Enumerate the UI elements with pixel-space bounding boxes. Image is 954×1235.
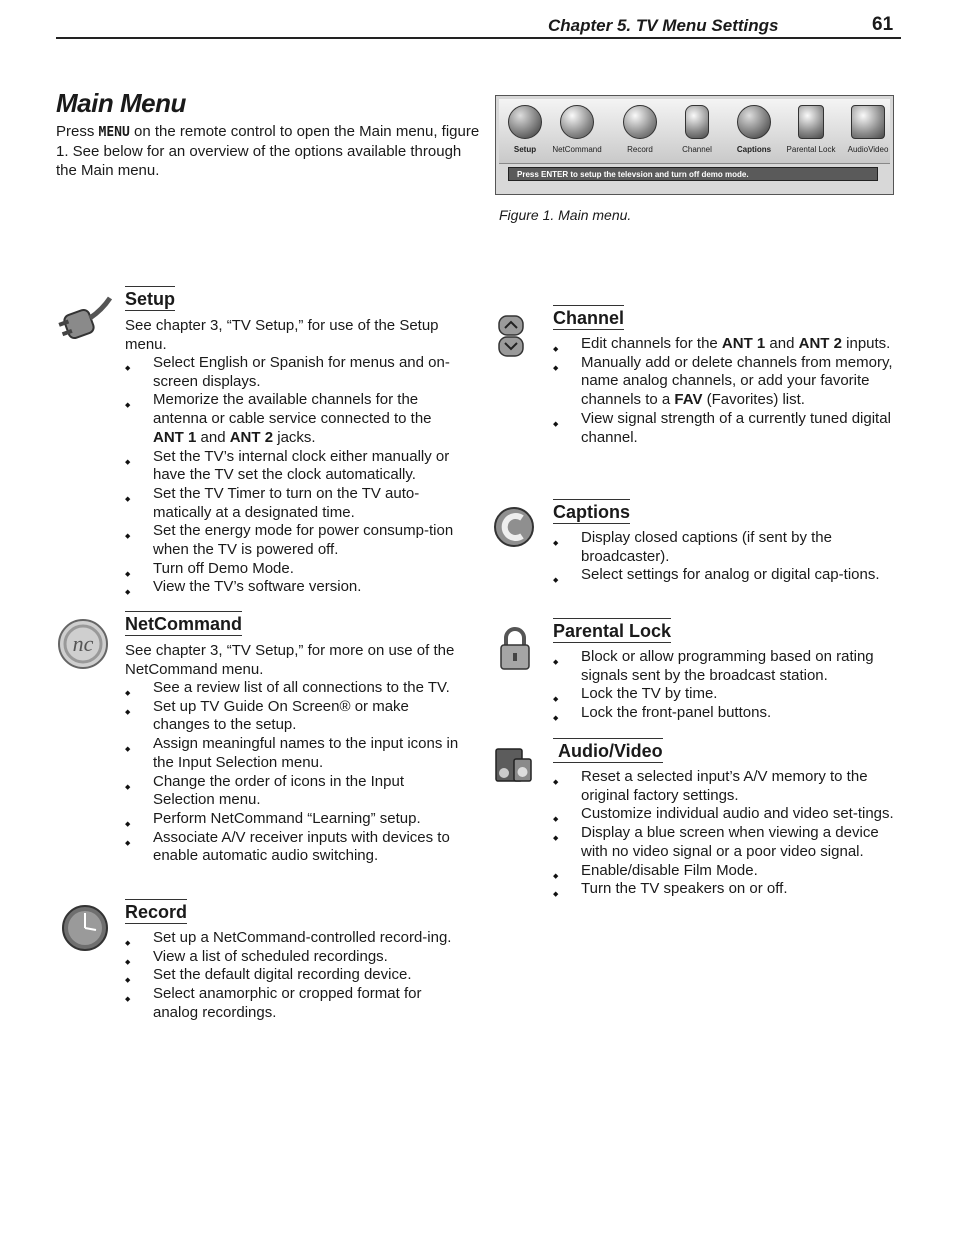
bullet-list (125, 679, 465, 866)
record-section (125, 899, 465, 1023)
menu-message-bar: Press ENTER to setup the televsion and turn off demo mode. (508, 167, 878, 181)
bullet-item: ◆ View the TV’s software version. (125, 578, 465, 597)
bullet-item: ◆ Memorize the available channels for the antenna or cable service connected to the ANT 1 and ANT 2 jacks. (125, 391, 465, 447)
bullet-item: ◆ Customize individual audio and video set-tings. (553, 805, 898, 824)
menu-item-parental-lock (785, 103, 837, 161)
plug-icon (58, 294, 114, 350)
bullet-item: ◆ Turn off Demo Mode. (125, 560, 465, 579)
menu-item-label: Channel (682, 145, 712, 154)
intro-pre: Press (56, 123, 99, 140)
padlock-icon (498, 626, 532, 672)
bullet-list (553, 648, 898, 723)
chapter-title: Chapter 5. TV Menu Settings (548, 16, 779, 35)
clock-icon (623, 105, 657, 139)
bullet-item: ◆ Set up TV Guide On Screen® or make changes to the setup. (125, 698, 465, 735)
up-down-icon (497, 314, 525, 358)
netcommand-icon (56, 617, 110, 671)
bullet-item: ◆ Select English or Spanish for menus and on-screen displays. (125, 354, 465, 391)
section-description: See chapter 3, “TV Setup,” for more on use of the NetCommand menu. (125, 642, 455, 678)
bullet-item: ◆ Turn the TV speakers on or off. (553, 880, 898, 899)
netcommand-icon (560, 105, 594, 139)
section-title: Audio/Video (553, 738, 663, 763)
bullet-item: ◆ Display closed captions (if sent by the broadcaster). (553, 529, 898, 566)
bullet-item: ◆ Change the order of icons in the Input Selection menu. (125, 773, 465, 810)
netcommand-section (125, 611, 465, 866)
bullet-item: ◆ Edit channels for the ANT 1 and ANT 2 inputs. (553, 335, 898, 354)
up-down-icon (685, 105, 709, 139)
menu-item-label: Record (627, 145, 653, 154)
menu-item-record (614, 103, 666, 161)
bullet-item: ◆ Lock the front-panel buttons. (553, 704, 898, 723)
captions-section (553, 499, 898, 585)
bullet-item: ◆ Set the TV Timer to turn on the TV auto-matically at a designated time. (125, 485, 465, 522)
bullet-item: ◆ Assign meaningful names to the input icons in the Input Selection menu. (125, 735, 465, 772)
figure-caption: Figure 1. Main menu. (499, 207, 632, 223)
speakers-icon (851, 105, 885, 139)
section-title: Record (125, 899, 187, 924)
setup-section (125, 286, 465, 597)
padlock-icon (798, 105, 824, 139)
main-menu-figure (495, 95, 894, 195)
plug-icon (508, 105, 542, 139)
bullet-item: ◆ View a list of scheduled recordings. (125, 948, 465, 967)
intro-paragraph (56, 122, 481, 180)
menu-icon-bar (499, 99, 890, 164)
bullet-item: ◆ Enable/disable Film Mode. (553, 862, 898, 881)
captions-icon (492, 505, 538, 549)
captions-icon (737, 105, 771, 139)
section-title: NetCommand (125, 611, 242, 636)
bullet-item: ◆ Reset a selected input’s A/V memory to the original factory settings. (553, 768, 898, 805)
bullet-item: ◆ Perform NetCommand “Learning” setup. (125, 810, 465, 829)
bullet-list (125, 354, 465, 597)
menu-item-audio-video (842, 103, 894, 161)
section-title: Channel (553, 305, 624, 330)
bullet-item: ◆ Lock the TV by time. (553, 685, 898, 704)
section-title: Parental Lock (553, 618, 671, 643)
menu-item-netcommand (551, 103, 603, 161)
intro-post: on the remote control to open the Main menu, figure 1. See below for an overview of the options available through the Main menu. (56, 123, 480, 179)
parental-lock-section (553, 618, 898, 723)
menu-item-channel (671, 103, 723, 161)
section-title: Captions (553, 499, 630, 524)
clock-icon (60, 903, 110, 953)
menu-item-label: Parental Lock (786, 145, 836, 154)
audio-video-section (553, 738, 898, 899)
menu-item-label: Captions (736, 145, 772, 154)
bullet-list (125, 929, 465, 1023)
menu-item-label: NetCommand (552, 145, 602, 154)
bullet-item: ◆ Display a blue screen when viewing a device with no video signal or a poor video signal. (553, 824, 898, 861)
menu-item-captions (728, 103, 780, 161)
menu-key: MENU (98, 125, 130, 140)
bullet-item: ◆ Select anamorphic or cropped format for analog recordings. (125, 985, 465, 1022)
bullet-item: ◆ Manually add or delete channels from memory, name analog channels, or add your favorite channels to a FAV (Favorites) list. (553, 354, 898, 410)
svg-text:nc: nc (72, 631, 94, 656)
bullet-item: ◆ Set the default digital recording device. (125, 966, 465, 985)
menu-item-label: Setup (513, 145, 537, 154)
bullet-list (553, 768, 898, 899)
bullet-item: ◆ View signal strength of a currently tuned digital channel. (553, 410, 898, 447)
bullet-item: ◆ Associate A/V receiver inputs with devices to enable automatic audio switching. (125, 829, 465, 866)
page-title: Main Menu (56, 88, 186, 118)
channel-section (553, 305, 898, 447)
section-description: See chapter 3, “TV Setup,” for use of the Setup menu. (125, 317, 439, 353)
menu-item-label: AudioVideo (847, 145, 889, 154)
section-title: Setup (125, 286, 175, 311)
bullet-item: ◆ Set up a NetCommand-controlled record-ing. (125, 929, 465, 948)
bullet-item: ◆ Set the energy mode for power consump-tion when the TV is powered off. (125, 522, 465, 559)
bullet-item: ◆ Set the TV’s internal clock either manually or have the TV set the clock automatically. (125, 448, 465, 485)
speakers-icon (494, 745, 534, 785)
bullet-list (553, 335, 898, 447)
menu-item-setup (499, 103, 551, 161)
header-rule (56, 37, 901, 39)
page-number: 61 (872, 14, 894, 35)
bullet-item: ◆ Select settings for analog or digital cap-tions. (553, 566, 898, 585)
bullet-item: ◆ Block or allow programming based on rating signals sent by the broadcast station. (553, 648, 898, 685)
bullet-item: ◆ See a review list of all connections to the TV. (125, 679, 465, 698)
bullet-list (553, 529, 898, 585)
